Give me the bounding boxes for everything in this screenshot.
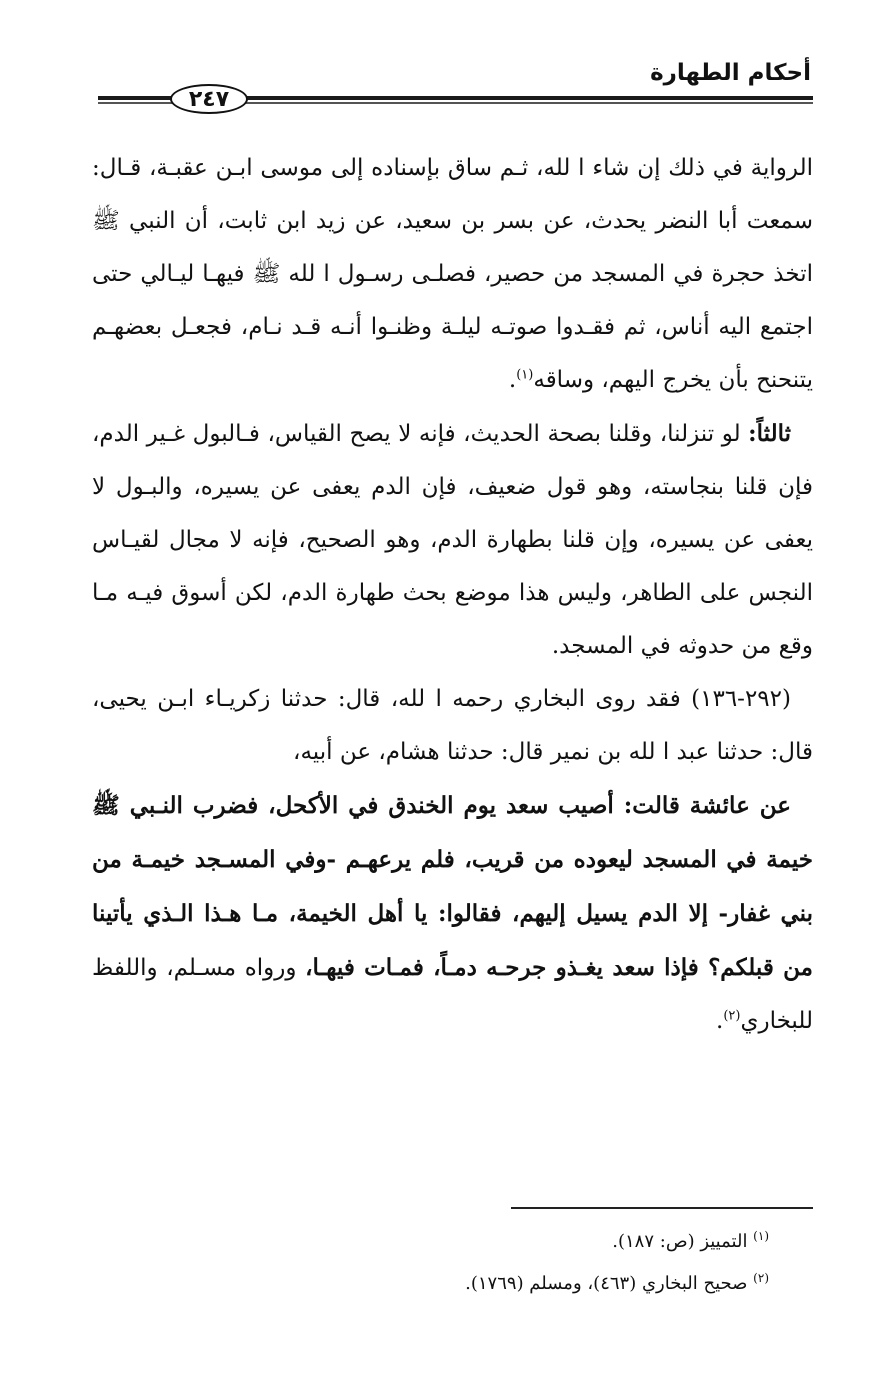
paragraph-2-lead: ثالثاً:	[748, 420, 791, 447]
footnote-1	[92, 1221, 813, 1263]
body-text	[92, 142, 813, 1048]
footnote-1-text: التمييز (ص: ١٨٧).	[612, 1231, 754, 1252]
footnote-1-ref: (١)	[753, 1229, 769, 1243]
paragraph-1: الرواية في ذلك إن شاء ا لله، ثـم ساق بإسناده إلى موسى ابـن عقبـة، قـال: سمعت أبا النضر يحدث، عن بسر بن سعيد، عن زيد ابن ثابت، أن النبي ﷺ اتخذ حجرة في المسجد من حصير، فصلـى رسـول ا لله ﷺ فيهـا ليـالي حتى اجتمع اليه أناس، ثم فقـدوا صوتـه ليلـة وظنـوا أنـه قـد نـام، فجعـل بعضهـم يتنحنح بأن يخرج اليهم، وساقه$^{(١)}$.	[92, 155, 813, 393]
paragraph-4	[92, 779, 813, 1048]
running-title: أحكام الطهارة	[650, 60, 811, 86]
footnote-ref-2: (٢)	[723, 1008, 741, 1024]
paragraph-3: (٢٩٢-١٣٦) فقد روى البخاري رحمه ا لله، قال: حدثنا زكريـاء ابـن يحيى، قال: حدثنا عبد ا لله بن نمير قال: حدثنا هشام، عن أبيه،	[92, 686, 813, 765]
paragraph-2-text: لو تنزلنا، وقلنا بصحة الحديث، فإنه لا يصح القياس، فـالبول غـير الدم، فإن قلنا بنجاسته، وهو قول ضعيف، فإن الدم يعفى عن يسيره، والبـول لا يعفى عن يسيره، وإن قلنا بطهارة الدم، وهو الصحيح، فإنه لا مجال لقيـاس النجس على الطاهر، وليس هذا موضع بحث طهارة الدم، لكن أسوق فيـه مـا وقع من حدوثه في المسجد.	[92, 421, 813, 659]
footnote-rule	[511, 1207, 813, 1209]
hadith-source: ورواه مسـلم، واللفظ للبخاري	[92, 955, 813, 1034]
footnote-2-ref: (٢)	[753, 1271, 769, 1285]
paragraph-2	[92, 407, 813, 673]
hadith-text: عن عائشة قالت: أصيب سعد يوم الخندق في الأكحل، فضرب النـبي ﷺ خيمة في المسجد ليعوده من قريب، فلم يرعهـم -وفي المسـجد خيمـة من بني غفار- إلا الدم يسيل إليهم، فقالوا: يا أهل الخيمة، مـا هـذا الـذي يأتينا من قبلكم؟ فإذا سعد يغـذو جرحـه دمـاً، فمـات فيهـا،	[92, 792, 813, 981]
footnote-2	[92, 1263, 813, 1305]
footnotes	[92, 1221, 813, 1305]
footnote-2-text: صحيح البخاري (٤٦٣)، ومسلم (١٧٦٩).	[465, 1273, 754, 1294]
footnote-ref-1: (١)	[516, 367, 534, 383]
paragraph-4-end: .	[716, 1008, 724, 1034]
page-number: ٢٤٧	[170, 84, 248, 114]
paragraph-1-text: الرواية في ذلك إن شاء ا لله، ثـم ساق بإسناده إلى موسى ابـن عقبـة، قـال: سمعت أبا النضر يحدث، عن بسر بن سعيد، عن زيد ابن ثابت، أن النبي ﷺ اتخذ حجرة في المسجد من حصير، فصلـى رسـول ا لله ﷺ فيهـا ليـالي حتى اجتمع اليه أناس، ثم فقـدوا صوتـه ليلـة وظنـوا أنـه قـد نـام، فجعـل بعضهـم يتنحنح بأن يخرج اليهم، وساقه	[92, 155, 813, 393]
